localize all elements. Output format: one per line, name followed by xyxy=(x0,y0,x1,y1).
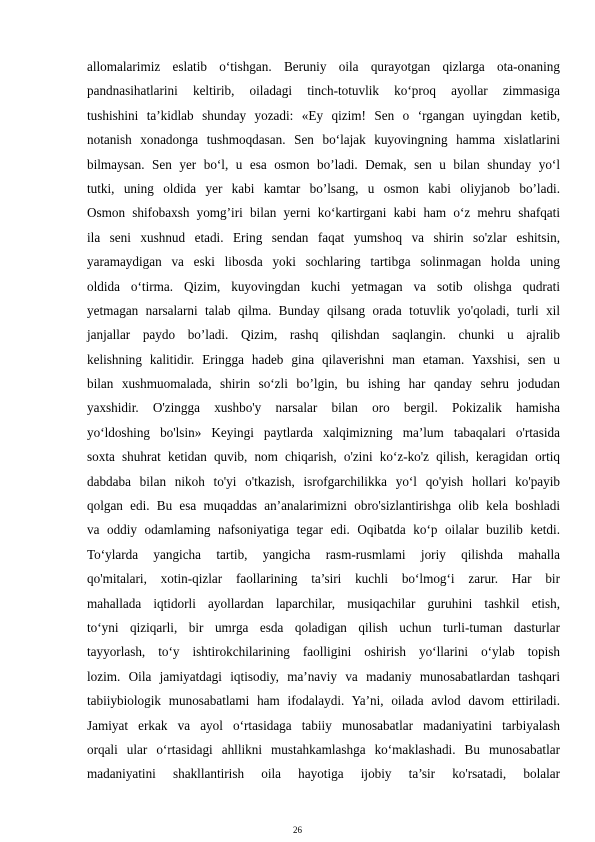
text-line: qo'mitalari, xotin-qizlar faollarining ta’siri kuchli bo‘lmog‘i zarur. Har bir xyxy=(87,571,560,587)
page-number: 26 xyxy=(293,825,302,835)
text-line: madaniyatini shakllantirish oila hayotiga ijobiy ta’sir ko'rsatadi, bolalar xyxy=(87,766,560,782)
text-line: yo‘ldoshing bo'lsin» Keyingi paytlarda xalqimizning ma’lum tabaqalari o'rtasida xyxy=(87,424,560,440)
text-line: allomalarimiz eslatib o‘tishgan. Beruniy oila qurayotgan qizlarga ota-onaning xyxy=(87,59,560,74)
text-line: yaramaydigan va eski libosda yoki sochlaring tartibga solinmagan holda uning xyxy=(87,254,560,270)
text-line: tayyorlash, to‘y ishtirokchilarining faolligini oshirish yo‘llarini o‘ylab topish xyxy=(87,644,560,660)
text-line: yaxshidir. O'zingga xushbo'y narsalar bilan oro bergil. Pokizalik hamisha xyxy=(87,400,560,416)
text-line: yetmagan narsalarni talab qilma. Bunday qilsang orada totuvlik yo'qoladi, turli xil xyxy=(87,302,560,318)
text-line: pandnasihatlarini keltirib, oiladagi tinch-totuvlik ko‘proq ayollar zimmasiga xyxy=(87,83,560,99)
text-line: tutki, uning oldida yer kabi kamtar bo’lsang, u osmon kabi oliyjanob bo’ladi. xyxy=(87,180,560,196)
text-line: lozim. Oila jamiyatdagi iqtisodiy, ma’naviy va madaniy munosabatlardan tashqari xyxy=(87,668,560,684)
text-line: To‘ylarda yangicha tartib, yangicha rasm-rusmlami joriy qilishda mahalla xyxy=(87,546,560,562)
text-line: orqali ular o‘rtasidagi ahllikni mustahkamlashga ko‘maklashadi. Bu munosabatlar xyxy=(87,741,560,757)
text-line: janjallar paydo bo’ladi. Qizim, rashq qilishdan saqlangin. chunki u ajralib xyxy=(87,327,560,343)
text-line: dabdaba bilan nikoh to'yi o'tkazish, isrofgarchilikka yo‘l qo'yish hollari ko'payib xyxy=(87,473,560,489)
text-line: tabiiybiologik munosabatlami ham ifodalaydi. Ya’ni, oilada avlod davom ettiriladi. xyxy=(87,693,560,709)
text-line: Jamiyat erkak va ayol o‘rtasidaga tabiiy munosabatlar madaniyatini tarbiyalash xyxy=(87,717,560,733)
text-line: soxta shuhrat ketidan quvib, nom chiqarish, o'zini ko‘z-ko'z qilish, keragidan ortiq xyxy=(87,449,560,465)
text-line: ila seni xushnud etadi. Ering sendan faqat yumshoq va shirin so'zlar eshitsin, xyxy=(87,229,560,245)
text-line: kelishning kalitidir. Eringga hadeb gina qilaverishni man etaman. Yaxshisi, sen u xyxy=(87,351,560,367)
text-line: va oddiy odamlaming nafsoniyatiga tegar edi. Oqibatda ko‘p oilalar buzilib ketdi. xyxy=(87,522,560,538)
text-line: qolgan edi. Bu esa muqaddas an’analarimizni obro'sizlantirishga olib kela boshladi xyxy=(87,498,560,514)
text-line: to‘yni qiziqarli, bir umrga esda qoladigan qilish uchun turli-tuman dasturlar xyxy=(87,619,560,635)
text-line: mahallada iqtidorli ayollardan laparchilar, musiqachilar guruhini tashkil etish, xyxy=(87,595,560,611)
text-line: tushishini ta’kidlab shunday yozadi: «Ey qizim! Sen o ‘rgangan uyingdan ketib, xyxy=(87,107,560,123)
text-line: Osmon shifobaxsh yomg’iri bilan yerni ko‘kartirgani kabi ham o‘z mehru shafqati xyxy=(87,205,560,221)
text-line: notanish xonadonga tushmoqdasan. Sen bo‘lajak kuyovingning hamma xislatlarini xyxy=(87,132,560,148)
text-line: oldida o‘tirma. Qizim, kuyovingdan kuchi yetmagan va sotib olishga qudrati xyxy=(87,278,560,294)
text-line: bilmaysan. Sen yer bo‘l, u esa osmon bo’ladi. Demak, sen u bilan shunday yo‘l xyxy=(87,156,560,172)
text-line: bilan xushmuomalada, shirin so‘zli bo’lgin, bu ishing har qanday sehru jodudan xyxy=(87,376,560,392)
body-text xyxy=(87,55,560,787)
